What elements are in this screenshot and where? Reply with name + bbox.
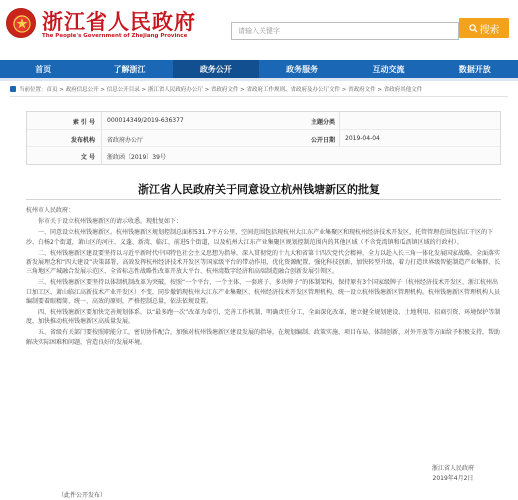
paragraph: 三、杭州钱塘新区要坚持以体制机制改革为突破，按照“一个平台、一个主体、一套班子、多块牌子”的体制架构，保持原有3个国家级牌子（杭州经济技术开发区、浙江杭州出口加工区、萧山临江高新技术产业开发区）不变，同步撤销现杭州大江东产业集聚区、杭州经济技术开发区管理机构，统一设立杭州钱塘新区管理机构。杭州钱塘新区管理机构人员编制要着眼精简、统一、高效的原则，严格控制总量，依法依规设置。 bbox=[26, 279, 501, 305]
category-label: 主题分类 bbox=[310, 119, 335, 126]
search-icon bbox=[469, 24, 478, 33]
document-meta-table bbox=[26, 111, 501, 165]
breadcrumb-text[interactable]: 当前位置：首页 > 政府信息公开 > 信息公开目录 > 浙江省人民政府办公厅 > 省政府文件 > 省政府工作规则、省政府及办公厅文件 > 省政府文件 > 省政府其他文件 bbox=[19, 87, 423, 93]
signature-date: 2019年4月2日 bbox=[432, 475, 474, 482]
nav-item-about-zhejiang[interactable]: 了解浙江 bbox=[113, 64, 146, 74]
meta-row bbox=[27, 146, 500, 163]
national-emblem-icon[interactable] bbox=[6, 8, 36, 38]
paragraph: 四、杭州钱塘新区要加快完善规划体系，以“最多跑一次”改革为牵引，完善工作机制，明确责任分工，全面深化改革，建立健全规划建设、土地利用、招商引资、环境保护等制度，加快推动杭州钱塘新区高质量发展。 bbox=[26, 309, 501, 326]
meta-row bbox=[27, 129, 500, 146]
index-value: 000014349/2019-636377 bbox=[107, 117, 184, 124]
paragraph: 你市关于设立杭州钱塘新区的请示收悉。现批复如下： bbox=[38, 218, 183, 226]
paragraph: 二、杭州钱塘新区建设要坚持以习近平新时代中国特色社会主义思想为指导，深入贯彻党的十九大和省第十四次党代会精神，全力以赴入长三角一体化发展国家战略，全面落实新发展理念和“四大建设”决策部署，高效发挥杭州经济技术开发区等国家级平台的带动作用，优化资源配置、强化科技创新，加快转型升级，着力打造世界级智能制造产业集群、长三角地区产城融合发展示范区、全省标志性战略性改革开放大平台、杭州湾数字经济和高端制造融合创新发展引领区。 bbox=[26, 249, 501, 276]
signature-block bbox=[432, 464, 474, 484]
nav-item-gov-services[interactable]: 政务服务 bbox=[286, 64, 319, 74]
location-icon bbox=[10, 86, 16, 92]
date-value: 2019-04-04 bbox=[345, 135, 380, 142]
doc-no-label: 文 号 bbox=[80, 154, 95, 161]
cell-divider bbox=[339, 112, 340, 129]
cell-divider bbox=[339, 130, 340, 147]
meta-row bbox=[27, 112, 500, 129]
document-title: 浙江省人民政府关于同意设立杭州钱塘新区的批复 bbox=[138, 183, 380, 196]
signature-org: 浙江省人民政府 bbox=[431, 465, 474, 472]
breadcrumb bbox=[10, 83, 422, 95]
nav-item-home[interactable]: 首页 bbox=[35, 64, 52, 74]
paragraph: 一、同意设立杭州钱塘新区。杭州钱塘新区规划控制总面积531.7平方公里，空间范围包括现杭州大江东产业集聚区和现杭州经济技术开发区，托管管理范围包括江干区的下沙、白杨2个街道，萧山区的河庄、义蓬、新湾、临江、前进5个街道，以及杭州大江东产业集聚区规划控制范围内的其他区域（不含党湾镇和瓜沥镇区域的行政村）。 bbox=[26, 229, 494, 246]
site-title[interactable]: 浙江省人民政府 bbox=[42, 9, 196, 34]
publication-note: （此件公开发布） bbox=[58, 492, 107, 499]
date-label: 公开日期 bbox=[310, 137, 335, 144]
search-button-label: 搜索 bbox=[479, 24, 500, 36]
site-header bbox=[0, 0, 518, 58]
cell-divider bbox=[101, 147, 102, 164]
divider bbox=[26, 199, 501, 200]
nav-item-interaction[interactable]: 互动交流 bbox=[372, 64, 405, 74]
subnav-strip bbox=[0, 78, 518, 81]
salutation: 杭州市人民政府： bbox=[26, 207, 75, 214]
paragraph: 五、省级有关部门要按照职能分工，密切协作配合，加强对杭州钱塘新区建设发展的指导，在规划编制、政策实施、项目布局、体制创新、对外开放等方面给予积极支持，帮助解决实际困难和问题，营造良好的发展环境。 bbox=[26, 329, 501, 346]
index-label: 索 引 号 bbox=[72, 119, 95, 126]
main-nav bbox=[0, 60, 518, 78]
search-button[interactable] bbox=[459, 18, 509, 38]
site-subtitle: The People's Government of Zhejiang Province bbox=[42, 33, 188, 39]
nav-item-open-data[interactable]: 数据开放 bbox=[458, 64, 491, 74]
divider bbox=[10, 96, 508, 97]
org-label: 发布机构 bbox=[70, 137, 95, 144]
cell-divider bbox=[101, 130, 102, 147]
org-value: 省政府办公厅 bbox=[107, 137, 144, 144]
document-body bbox=[26, 206, 501, 347]
nav-item-gov-affairs-open[interactable]: 政务公开 bbox=[173, 60, 259, 78]
search-input[interactable]: 请输入关键字 bbox=[231, 22, 459, 40]
cell-divider bbox=[101, 112, 102, 129]
doc-no-value: 浙政函〔2019〕39号 bbox=[107, 154, 166, 161]
